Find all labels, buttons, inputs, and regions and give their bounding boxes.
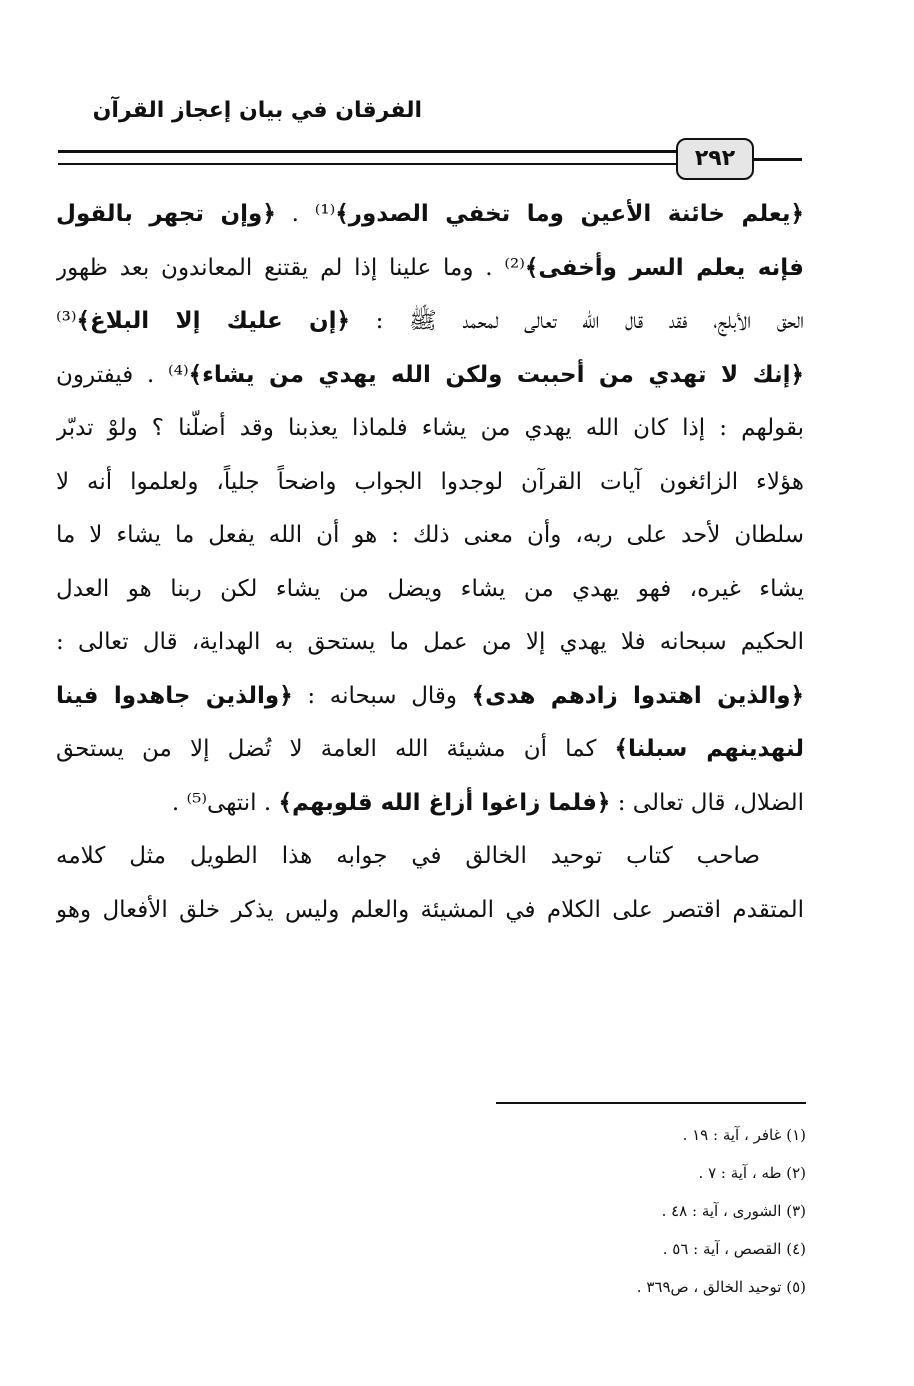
footnote-item: (٤) القصص ، آية : ٥٦ .: [662, 1240, 806, 1258]
body-line: فإنه يعلم السر وأخفى﴾⁽²⁾ . وما علينا إذا لم يقتنع المعاندون بعد ظهور: [56, 254, 804, 281]
body-line: يشاء غيره، فهو يهدي من يشاء ويضل من يشاء لكن ربنا هو العدل: [56, 575, 804, 602]
body-line: ﴿والذين اهتدوا زادهم هدى﴾ وقال سبحانه : ﴿والذين جاهدوا فينا: [56, 682, 804, 709]
page-number-badge: ٢٩٢: [676, 138, 754, 180]
footnotes: [286, 1116, 806, 1306]
body-line: الحكيم سبحانه فلا يهدي إلا من عمل ما يستحق به الهداية، قال تعالى :: [56, 629, 804, 655]
running-header-title: الفرقان في بيان إعجاز القرآن: [92, 98, 422, 123]
body-line: ﴿إنك لا تهدي من أحببت ولكن الله يهدي من يشاء﴾⁽⁴⁾ . فيفترون: [56, 361, 804, 388]
body-line: صاحب كتاب توحيد الخالق في جوابه هذا الطويل مثل كلامه: [56, 843, 760, 869]
footnote-item: (٢) طه ، آية : ٧ .: [698, 1164, 806, 1182]
footnote-item: (١) غافر ، آية : ١٩ .: [682, 1126, 806, 1144]
body-line: ﴿يعلم خائنة الأعين وما تخفي الصدور﴾⁽¹⁾ . ﴿وإن تجهر بالقول: [56, 201, 804, 227]
body-line: هؤلاء الزائغون آيات القرآن لوجدوا الجواب واضحاً جلياً، ولعلموا أنه لا: [56, 468, 804, 495]
body-line: لنهدينهم سبلنا﴾ كما أن مشيئة الله العامة لا تُضل إلا من يستحق: [56, 736, 804, 762]
body-line: المتقدم اقتصر على الكلام في المشيئة والعلم وليس يذكر خلق الأفعال وهو: [56, 896, 804, 923]
header-rule-right: [754, 158, 802, 161]
body-text: [56, 188, 804, 937]
body-line: الحق الأبلج، فقد قال الله تعالى لمحمد ﷺ : ﴿إن عليك إلا البلاغ﴾⁽³⁾: [56, 308, 804, 334]
body-line: بقولهم : إذا كان الله يهدي من يشاء فلماذا يعذبنا وقد أضلّنا ؟ ولوْ تدبّر: [56, 415, 804, 441]
footnote-item: (٥) توحيد الخالق ، ص٣٦٩ .: [636, 1278, 806, 1296]
body-line: سلطان لأحد على ربه، وأن معنى ذلك : هو أن الله يفعل ما يشاء لا ما: [56, 522, 804, 548]
footnote-separator: [496, 1102, 806, 1104]
header-rule-bottom: [58, 163, 676, 165]
body-line: الضلال، قال تعالى : ﴿فلما زاغوا أزاغ الله قلوبهم﴾ . انتهى⁽⁵⁾ .: [171, 789, 804, 816]
footnote-item: (٣) الشورى ، آية : ٤٨ .: [661, 1202, 806, 1220]
header-rule-top: [58, 150, 676, 153]
